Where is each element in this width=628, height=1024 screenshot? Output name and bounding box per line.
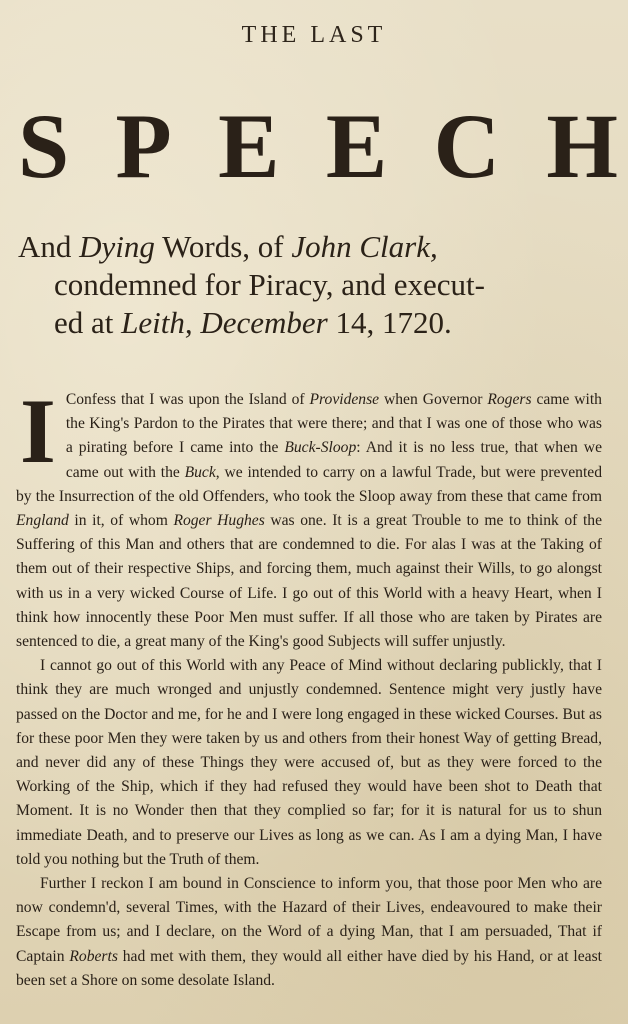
- place-name: Providense: [309, 391, 380, 408]
- execution-month: December: [192, 305, 328, 340]
- execution-place: Leith,: [121, 305, 193, 340]
- ship-name: Buck: [184, 463, 216, 481]
- subtitle-text: Words, of: [154, 229, 292, 264]
- subtitle-text: ed at: [54, 305, 122, 340]
- paragraph-3: [16, 872, 602, 993]
- subtitle-line-1: [18, 228, 618, 266]
- headline-letter: P: [115, 95, 172, 197]
- subtitle: [18, 228, 618, 342]
- paragraph-1: [16, 380, 602, 654]
- subtitle-line-2: condemned for Piracy, and execut-: [54, 267, 485, 302]
- body-text: , we intended to carry on a lawful Trade, but were prevented by the Insurrection of the old Offenders, who took the Sloop away from these that came from: [16, 463, 602, 505]
- body-text: Further I reckon I am bound in Conscience to inform you, that those poor Men who are now condemn'd, several Times, with the Hazard of their Lives, endeavoured to make their Escape from us; and I declare, on the Word of a dying Man, that I am persuaded, That if Captain: [16, 875, 602, 965]
- headline-letter: E: [325, 95, 388, 197]
- speech-body: [16, 380, 602, 993]
- person-name: Roger Hughes: [173, 512, 265, 530]
- person-name: Rogers: [487, 391, 532, 408]
- ship-name: Buck-Sloop: [284, 439, 357, 457]
- subtitle-line-3: [18, 304, 618, 342]
- body-text: was one. It is a great Trouble to me to think of the Suffering of this Man and others that are condemned to die. For alas I was at the Taking of them out of their respective Ships, and forcing them, much against their Wills, to go alongst with us in a very wicked Course of Life. I go out of this World with a heavy Heart, when I think how innocently these Poor Men must suffer. If all those who are taken by Pirates are sentenced to die, a great many of the King's good Subjects will suffer unjustly.: [16, 512, 602, 651]
- person-name: Roberts: [69, 947, 118, 965]
- drop-cap: I: [20, 380, 56, 482]
- headline-letter: E: [218, 95, 280, 197]
- subtitle-italic: Dying: [79, 229, 155, 264]
- kicker-title: THE LAST: [241, 22, 387, 48]
- body-text: in it, of whom: [68, 512, 174, 530]
- subject-name: John Clark,: [291, 229, 438, 264]
- headline-letter: S: [18, 95, 70, 197]
- headline-letter: C: [433, 95, 501, 197]
- body-text: came with the King's Pardon to the Pirates that were there; and that I was one of those who was a pirating before I came into the: [65, 391, 602, 457]
- headline-letter: H: [546, 95, 618, 197]
- headline-speech: [18, 95, 618, 197]
- body-text: Confess that I was upon the Island of: [65, 391, 310, 408]
- subtitle-text: And: [18, 229, 80, 264]
- place-name: England: [16, 512, 69, 530]
- body-text: : And it is no less true, that when we came out with the: [65, 439, 602, 481]
- execution-date: 14, 1720.: [327, 305, 452, 340]
- body-text: when Governor: [379, 391, 488, 408]
- paragraph-2: I cannot go out of this World with any Peace of Mind without declaring publickly, that I think they are much wronged and unjustly condemned. Sentence might very justly have passed on the Doctor and me, for he and I were long engaged in these wicked Courses. But as for these poor Men they were taken by us and others from their honest Way of getting Bread, and never did any of these Things they were accused of, but as they were forced to the Working of the Ship, which if they had refused they would have been shot to Death that Moment. It is no Wonder then that they complied so far; for it is natural for us to shun immediate Death, and to preserve our Lives as long as we can. As I am a dying Man, I have told you nothing but the Truth of them.: [16, 657, 602, 868]
- body-text: had met with them, they would all either have died by his Hand, or at least been set a Shore on some desolate Island.: [16, 947, 602, 989]
